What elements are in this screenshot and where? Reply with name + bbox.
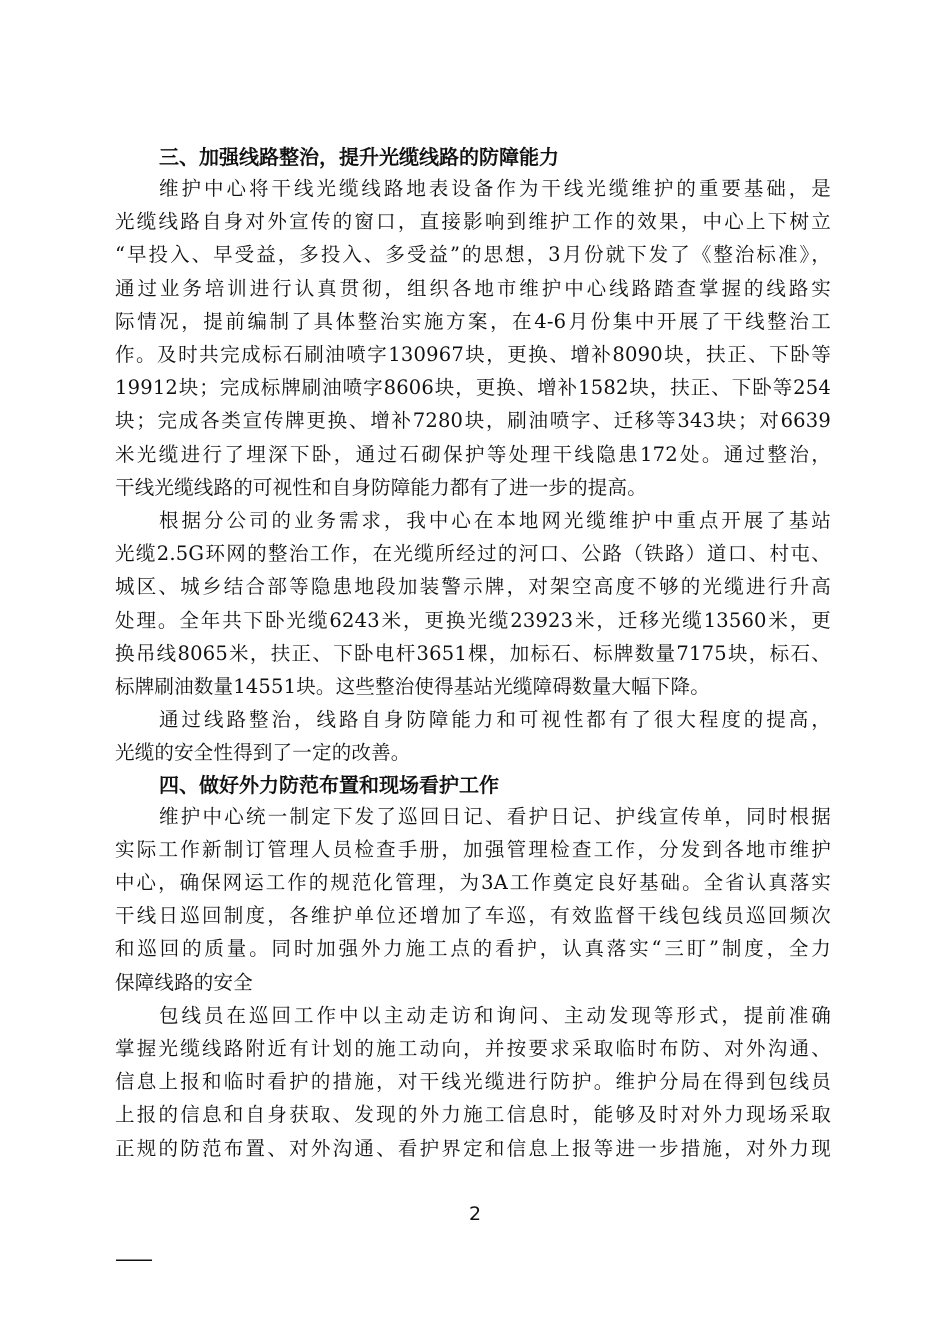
paragraph-line: 包线员在巡回工作中以主动走访和询问、主动发现等形式，提前准确: [159, 1003, 831, 1027]
paragraph-line: 维护中心统一制定下发了巡回日记、看护日记、护线宣传单，同时根据: [159, 804, 831, 828]
paragraph-line: 光缆线路自身对外宣传的窗口，直接影响到维护工作的效果，中心上下树立: [115, 210, 831, 234]
paragraph-line: 中心，确保网运工作的规范化管理，为3A工作奠定良好基础。全省认真落实: [115, 871, 831, 895]
paragraph-line: 上报的信息和自身获取、发现的外力施工信息时，能够及时对外力现场采取: [115, 1103, 831, 1127]
document-body: [115, 142, 831, 1165]
footer-dash: ——: [115, 1247, 151, 1271]
paragraph-line: 干线光缆线路的可视性和自身防障能力都有了进一步的提高。: [115, 475, 647, 499]
paragraph-line: 掌握光缆线路附近有计划的施工动向，并按要求采取临时布防、对外沟通、: [115, 1037, 831, 1061]
paragraph-line: 通过线路整治，线路自身防障能力和可视性都有了很大程度的提高，: [159, 708, 831, 732]
paragraph-line: 处理。全年共下卧光缆6243米，更换光缆23923米，迁移光缆13560米，更: [115, 608, 831, 632]
paragraph-line: 标牌刷油数量14551块。这些整治使得基站光缆障碍数量大幅下降。: [115, 675, 710, 699]
paragraph-line: 通过业务培训进行认真贯彻，组织各地市维护中心线路踏查掌握的线路实: [115, 276, 831, 300]
paragraph-line: 信息上报和临时看护的措施，对干线光缆进行防护。维护分局在得到包线员: [115, 1070, 831, 1094]
paragraph-line: 干线日巡回制度，各维护单位还增加了车巡，有效监督干线包线员巡回频次: [115, 904, 831, 928]
paragraph-line: 米光缆进行了埋深下卧，通过石砌保护等处理干线隐患172处。通过整治，: [115, 442, 831, 466]
section-4-paragraph-2: [115, 999, 831, 1165]
paragraph-line: 19912块；完成标牌刷油喷字8606块，更换、增补1582块，扶正、下卧等254: [115, 376, 831, 400]
section-4-paragraph-1: [115, 800, 831, 999]
paragraph-line: 正规的防范布置、对外沟通、看护界定和信息上报等进一步措施，对外力现: [115, 1136, 831, 1160]
paragraph-line: 保障线路的安全: [115, 970, 253, 994]
paragraph-line: 块；完成各类宣传牌更换、增补7280块，刷油喷字、迁移等343块；对6639: [115, 409, 831, 433]
section-heading-4: 四、做好外力防范布置和现场看护工作: [159, 772, 499, 797]
paragraph-line: 实际工作新制订管理人员检查手册，加强管理检查工作，分发到各地市维护: [115, 837, 831, 861]
paragraph-line: 维护中心将干线光缆线路地表设备作为干线光缆维护的重要基础，是: [159, 177, 831, 200]
paragraph-line: 光缆2.5G环网的整治工作，在光缆所经过的河口、公路（铁路）道口、村屯、: [115, 542, 831, 566]
section-3-paragraph-2: [115, 504, 831, 703]
paragraph-line: 城区、城乡结合部等隐患地段加装警示牌，对架空高度不够的光缆进行升高: [115, 575, 831, 599]
paragraph-line: 作。及时共完成标石刷油喷字130967块，更换、增补8090块，扶正、下卧等: [115, 343, 831, 367]
paragraph-line: 和巡回的质量。同时加强外力施工点的看护，认真落实“三盯”制度，全力: [115, 937, 831, 961]
paragraph-line: 换吊线8065米，扶正、下卧电杆3651棵，加标石、标牌数量7175块，标石、: [115, 641, 831, 665]
section-3-paragraph-3: [115, 703, 831, 769]
section-3-paragraph-1: [115, 172, 831, 504]
paragraph-line: 光缆的安全性得到了一定的改善。: [115, 741, 411, 765]
section-heading-3: 三、加强线路整治，提升光缆线路的防障能力: [159, 145, 559, 169]
paragraph-line: “早投入、早受益，多投入、多受益”的思想，3月份就下发了《整治标准》，: [115, 243, 831, 267]
page-number: 2: [468, 1203, 482, 1225]
paragraph-line: 际情况，提前编制了具体整治实施方案，在4-6月份集中开展了干线整治工: [115, 309, 831, 333]
paragraph-line: 根据分公司的业务需求，我中心在本地网光缆维护中重点开展了基站: [159, 509, 831, 533]
